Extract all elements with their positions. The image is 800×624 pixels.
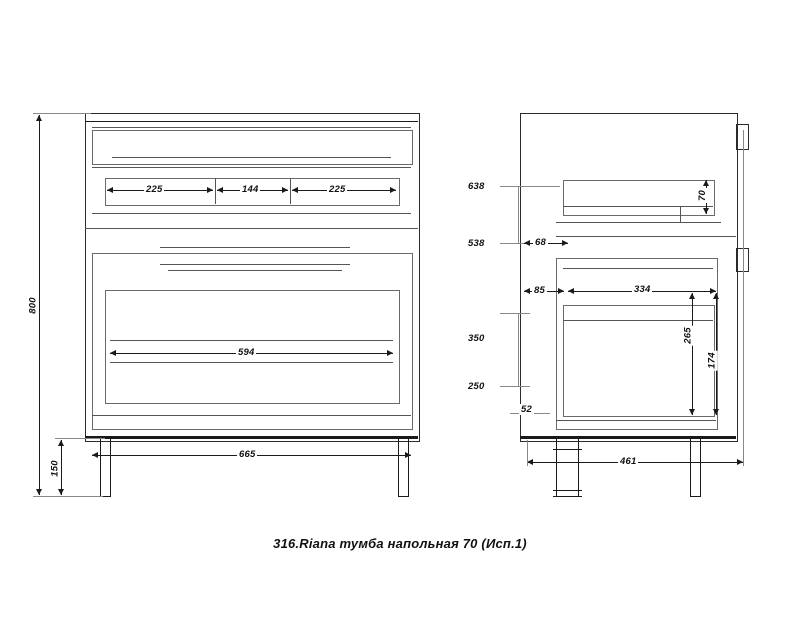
- dim-arrow-594-end: [387, 350, 393, 356]
- dim-text-594: 594: [238, 347, 255, 358]
- side-upper-drawer: [563, 180, 715, 216]
- dim-text-800: 800: [27, 297, 39, 314]
- side-leg-left-outer: [556, 439, 557, 497]
- dim-text-334: 334: [634, 284, 651, 295]
- side-leg-right-outer: [690, 439, 691, 497]
- dim-arrow-665-start: [92, 452, 98, 458]
- side-leg-left-inner: [578, 439, 579, 497]
- side-upper-drawer-divider: [680, 206, 681, 222]
- dim-arrow-70-bottom: [703, 208, 709, 214]
- dim-arrow-225-right-end: [390, 187, 396, 193]
- dim-arrow-68-end: [562, 240, 568, 246]
- dim-line-265: [692, 293, 693, 415]
- side-upper-drawer-base: [556, 222, 721, 223]
- drawing-caption: 316.Riana тумба напольная 70 (Исп.1): [273, 536, 527, 551]
- dim-arrow-225-left-end: [207, 187, 213, 193]
- dim-text-665: 665: [239, 449, 256, 460]
- side-upper-drawer-line: [563, 206, 713, 207]
- dim-arrow-150-bottom: [58, 489, 64, 495]
- dim-arrow-85-end: [558, 288, 564, 294]
- front-top-rail-line-2: [92, 127, 411, 128]
- ext-line-bottom-800: [33, 496, 103, 497]
- side-leg-left-cap: [553, 449, 582, 450]
- side-lower-drawer-inner-line: [563, 320, 713, 321]
- dim-arrow-70-top: [703, 180, 709, 186]
- dim-arrow-150-top: [58, 440, 64, 446]
- front-upper-shelf-line-b: [92, 167, 411, 168]
- dim-arrow-800-bottom: [36, 489, 42, 495]
- dim-text-250: 250: [468, 381, 485, 392]
- side-leg-left-foot2: [553, 496, 582, 497]
- dim-text-461: 461: [620, 456, 637, 467]
- ext-461-left: [527, 440, 528, 466]
- front-segment-band-base: [92, 213, 411, 214]
- ext-line-638: [500, 186, 560, 187]
- front-drawer-handle-line: [160, 264, 350, 265]
- front-leg-left-outer: [100, 439, 101, 497]
- side-upper-shelf-edge: [556, 236, 736, 237]
- dim-arrow-265-bottom: [689, 409, 695, 415]
- side-base-bar: [520, 436, 736, 439]
- dim-arrow-665-end: [405, 452, 411, 458]
- dim-line-800: [39, 115, 40, 495]
- dim-text-538: 538: [468, 238, 485, 249]
- dim-line-150: [61, 440, 62, 495]
- dim-arrow-265-top: [689, 293, 695, 299]
- side-leg-right-inner: [700, 439, 701, 497]
- side-lower-drawer-bottom: [556, 420, 716, 421]
- front-drawer-bottom-line: [92, 415, 411, 416]
- dim-arrow-174-top: [713, 293, 719, 299]
- ext-461-right: [743, 130, 744, 466]
- dim-text-68: 68: [535, 237, 546, 248]
- front-upper-shelf: [92, 130, 413, 165]
- dim-arrow-68-start: [524, 240, 530, 246]
- ext-line-top-800: [33, 113, 91, 114]
- dim-arrow-800-top: [36, 115, 42, 121]
- dim-arrow-85-start: [524, 288, 530, 294]
- ext-line-350: [500, 313, 530, 314]
- dim-text-144: 144: [242, 184, 259, 195]
- dim-text-70: 70: [696, 190, 708, 201]
- dim-text-150: 150: [49, 460, 61, 477]
- front-leg-right-inner: [398, 439, 399, 497]
- dim-arrow-144-end: [282, 187, 288, 193]
- dim-arrow-594-start: [110, 350, 116, 356]
- front-band-lower-edge: [85, 228, 418, 229]
- dim-text-52: 52: [521, 404, 532, 415]
- dim-text-225-right: 225: [329, 184, 346, 195]
- front-drawer-handle-line-2: [168, 270, 342, 271]
- dim-arrow-174-bottom: [713, 409, 719, 415]
- front-drawer-inner-line: [110, 340, 393, 341]
- dim-arrow-225-right-start: [292, 187, 298, 193]
- front-drawer-inner-line-2: [110, 362, 393, 363]
- ext-line-350-v: [518, 313, 519, 386]
- front-base-bar: [85, 436, 418, 439]
- side-leg-left-foot: [553, 490, 582, 491]
- dim-arrow-144-start: [217, 187, 223, 193]
- front-upper-shelf-line: [112, 157, 391, 158]
- side-leg-right-foot: [690, 496, 701, 497]
- dim-text-85: 85: [534, 285, 545, 296]
- dim-arrow-334-start: [568, 288, 574, 294]
- dim-text-350: 350: [468, 333, 485, 344]
- front-leg-left-inner: [110, 439, 111, 497]
- front-drawer-top-trim: [160, 247, 350, 248]
- ext-line-150-top: [55, 438, 105, 439]
- dim-text-265: 265: [682, 327, 694, 344]
- ext-line-538-v: [518, 216, 519, 243]
- front-segment-divider-right: [290, 178, 291, 204]
- dim-text-225-left: 225: [146, 184, 163, 195]
- front-segment-divider-left: [215, 178, 216, 204]
- dim-text-174: 174: [706, 352, 718, 369]
- dim-text-638: 638: [468, 181, 485, 192]
- front-top-rail-line: [85, 121, 418, 122]
- side-lower-drawer-top: [563, 268, 713, 269]
- ext-line-638-v: [518, 186, 519, 216]
- dim-arrow-225-left-start: [107, 187, 113, 193]
- front-leg-right-foot: [398, 496, 409, 497]
- ext-line-250: [500, 386, 530, 387]
- front-leg-right-outer: [408, 439, 409, 497]
